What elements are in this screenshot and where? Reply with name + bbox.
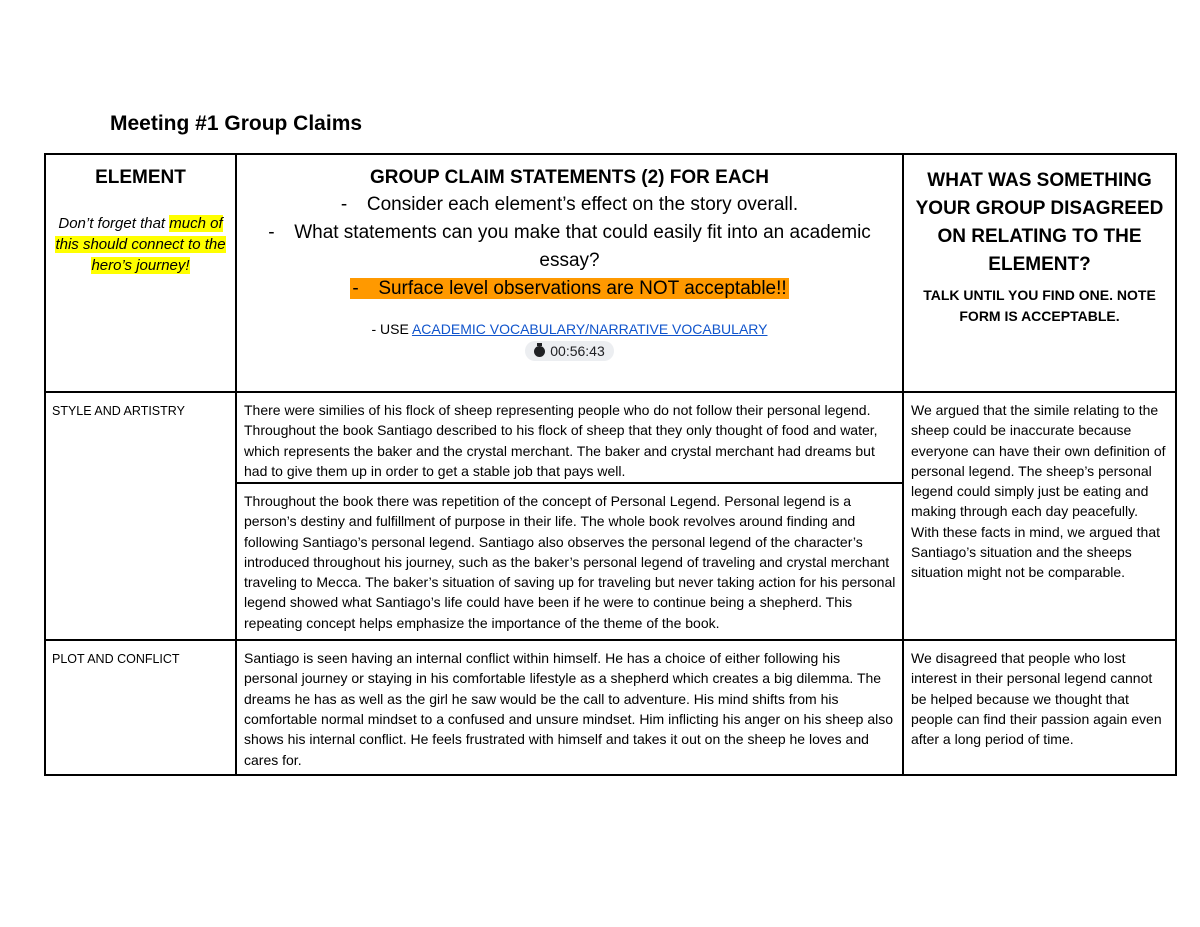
page-title: Meeting #1 Group Claims [110, 112, 363, 135]
disagree-header-cell [903, 154, 1176, 392]
element-label: PLOT AND CONFLICT [45, 640, 236, 775]
highlighted-bullet: - Surface level observations are NOT acceptable!! [352, 278, 787, 299]
claims-header-title: GROUP CLAIM STATEMENTS (2) FOR EACH [370, 167, 769, 188]
table-row [45, 392, 1176, 640]
bullet-item: - Consider each element’s effect on the story overall. [340, 194, 799, 215]
note-text: Don’t forget that [58, 215, 170, 232]
claims-cell [236, 392, 903, 640]
note-highlight: much of this should connect to the hero’s journey! [55, 215, 226, 274]
disagreement-text: We disagreed that people who lost interest in their personal legend cannot be helped because we thought that people can find their passion again even after a long period of time. [903, 640, 1176, 775]
vocabulary-line: - USE ACADEMIC VOCABULARY/NARRATIVE VOCABULARY [371, 321, 768, 337]
element-label: STYLE AND ARTISTRY [45, 392, 236, 640]
stopwatch-icon [534, 346, 545, 357]
bullet-item: - What statements can you make that could easily fit into an academic essay? [268, 222, 871, 271]
disagree-header-sub: TALK UNTIL YOU FIND ONE. NOTE FORM IS ACCEPTABLE. [923, 287, 1156, 324]
claims-header-cell [236, 154, 903, 392]
claim-text: Santiago is seen having an internal conflict within himself. He has a choice of either following his personal journey or staying in his comfortable lifestyle as a shepherd which creates a big dilemma. The dreams he has as well as the girl he saw would be the call to adventure. His mind shifts from his comfortable normal mindset to a confused and unsure mindset. Him inflicting his anger on his sheep also shows his internal conflict. He feels frustrated with himself and takes it out on the sheep he loves and cares for. [236, 640, 903, 775]
claim-text: Throughout the book there was repetition of the concept of Personal Legend. Personal legend is a person’s destiny and fulfillment of purpose in their life. The whole book revolves around finding and following Santiago’s personal legend. Santiago also observes the personal legend of the character’s introduced throughout his journey, such as the baker’s personal legend of traveling and crystal merchant traveling to Mecca. The baker’s situation of saving up for traveling but never taking action for his personal legend showed what Santiago’s life could have been if he were to continue being a shepherd. This repeating concept helps emphasize the importance of the theme of the book. [237, 482, 902, 639]
timer-value: 00:56:43 [550, 343, 605, 359]
disagreement-text: We argued that the simile relating to the sheep could be inaccurate because everyone can have their own definition of personal legend. The sheep’s personal legend could simply just be eating and making through each day peacefully. With these facts in mind, we argued that Santiago’s situation and the sheeps situation might not be comparable. [903, 392, 1176, 640]
element-header-cell [45, 154, 236, 392]
group-claims-table [44, 153, 1177, 776]
vocabulary-link[interactable]: ACADEMIC VOCABULARY/NARRATIVE VOCABULARY [411, 321, 768, 337]
claim-text: There were similies of his flock of sheep representing people who do not follow their personal legend. Throughout the book Santiago described to his flock of sheep that they only thought of food and water, which represents the baker and the crystal merchant. The baker and crystal merchant had dreams but had to give them up in order to get a stable job that pays well. [244, 402, 878, 479]
header-row [45, 154, 1176, 392]
table-row [45, 640, 1176, 775]
hero-journey-note [46, 213, 235, 276]
timer-chip[interactable] [525, 341, 614, 361]
disagree-header-title: WHAT WAS SOMETHING YOUR GROUP DISAGREED ON RELATING TO THE ELEMENT? [915, 170, 1164, 275]
element-header-title: ELEMENT [95, 167, 186, 188]
